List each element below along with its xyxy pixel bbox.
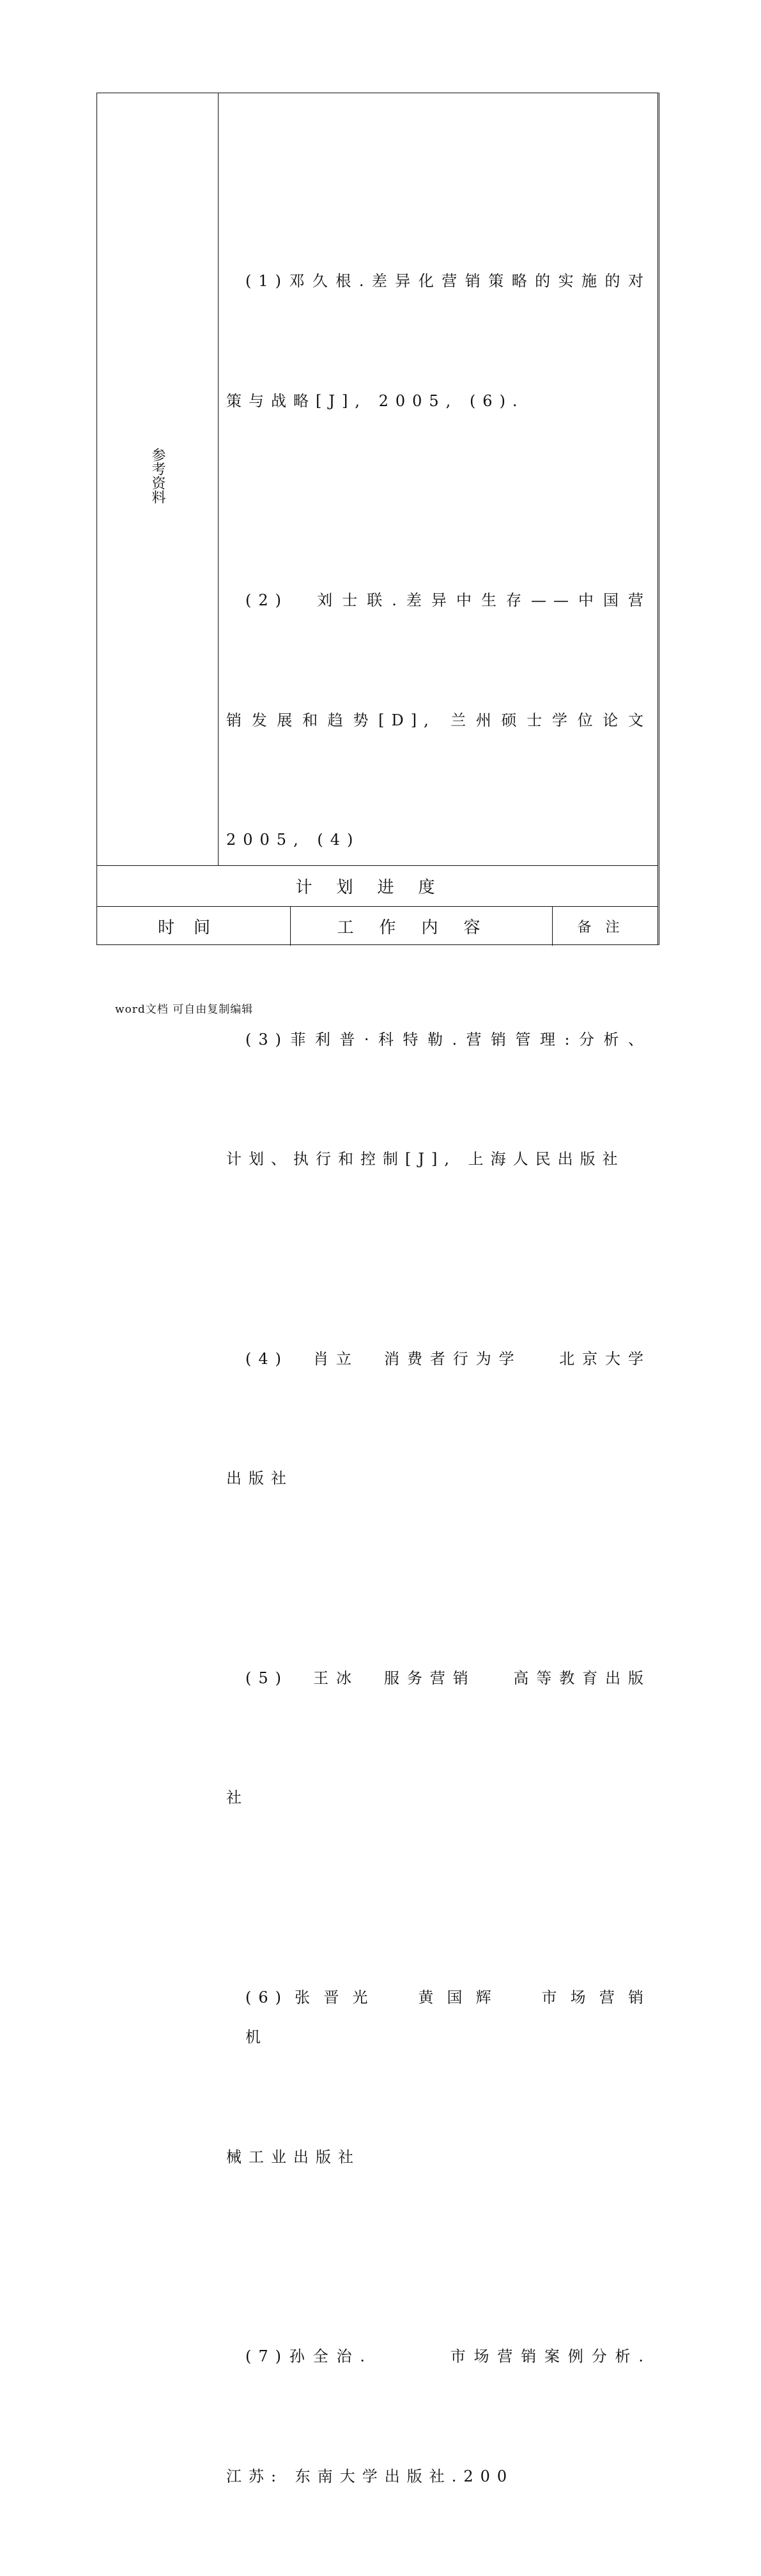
column-header-note-label: 备注 bbox=[577, 920, 634, 936]
reference-first-line: (3)菲利普·科特勒.营销管理:分析、 bbox=[245, 1030, 650, 1049]
reference-continuation: 出版社 bbox=[226, 1469, 293, 1487]
reference-first-line: (2) 刘士联.差异中生存——中国营 bbox=[245, 591, 650, 609]
reference-first-line: (4) 肖立 消费者行为学 北京大学 bbox=[245, 1349, 650, 1368]
plan-heading-row bbox=[97, 865, 657, 906]
column-header-content-label: 工作内容 bbox=[337, 918, 506, 937]
reference-continuation: 2005, (4) bbox=[226, 831, 360, 849]
reference-item bbox=[226, 1579, 650, 1898]
reference-item bbox=[226, 1259, 650, 1579]
page-footer: word文档 可自由复制编辑 bbox=[115, 1003, 254, 1016]
column-header-time-label: 时间 bbox=[157, 918, 229, 937]
reference-continuation: 销发展和趋势[D], 兰州硕士学位论文 bbox=[226, 711, 650, 729]
reference-item bbox=[226, 940, 650, 1259]
column-header-note bbox=[553, 907, 658, 946]
reference-continuation: 计划、执行和控制[J], 上海人民出版社 bbox=[226, 1150, 625, 1168]
column-header-content bbox=[291, 907, 553, 946]
section-label-cell bbox=[97, 93, 219, 865]
reference-continuation: 社 bbox=[226, 1789, 249, 1807]
plan-heading: 计划进度 bbox=[295, 878, 459, 897]
reference-item bbox=[226, 1898, 722, 2257]
reference-first-line: (7)孙全治. 市场营销案例分析. bbox=[245, 2347, 650, 2365]
references-list bbox=[219, 181, 722, 2576]
reference-item bbox=[226, 2257, 650, 2576]
section-label: 参考资料 bbox=[150, 448, 165, 504]
reference-continuation: 江苏: 东南大学出版社.200 bbox=[226, 2467, 514, 2485]
reference-first-line: (1)邓久根.差异化营销策略的实施的对 bbox=[245, 272, 650, 290]
reference-item bbox=[226, 181, 650, 501]
reference-continuation: 械工业出版社 bbox=[226, 2148, 360, 2166]
column-header-time bbox=[97, 907, 291, 946]
reference-first-line: (5) 王冰 服务营销 高等教育出版 bbox=[245, 1669, 650, 1687]
reference-first-line: (6)张晋光 黄国辉 市场营销 机 bbox=[245, 1988, 722, 2046]
schedule-header-row bbox=[97, 906, 657, 946]
reference-continuation: 策与战略[J], 2005, (6). bbox=[226, 391, 525, 410]
